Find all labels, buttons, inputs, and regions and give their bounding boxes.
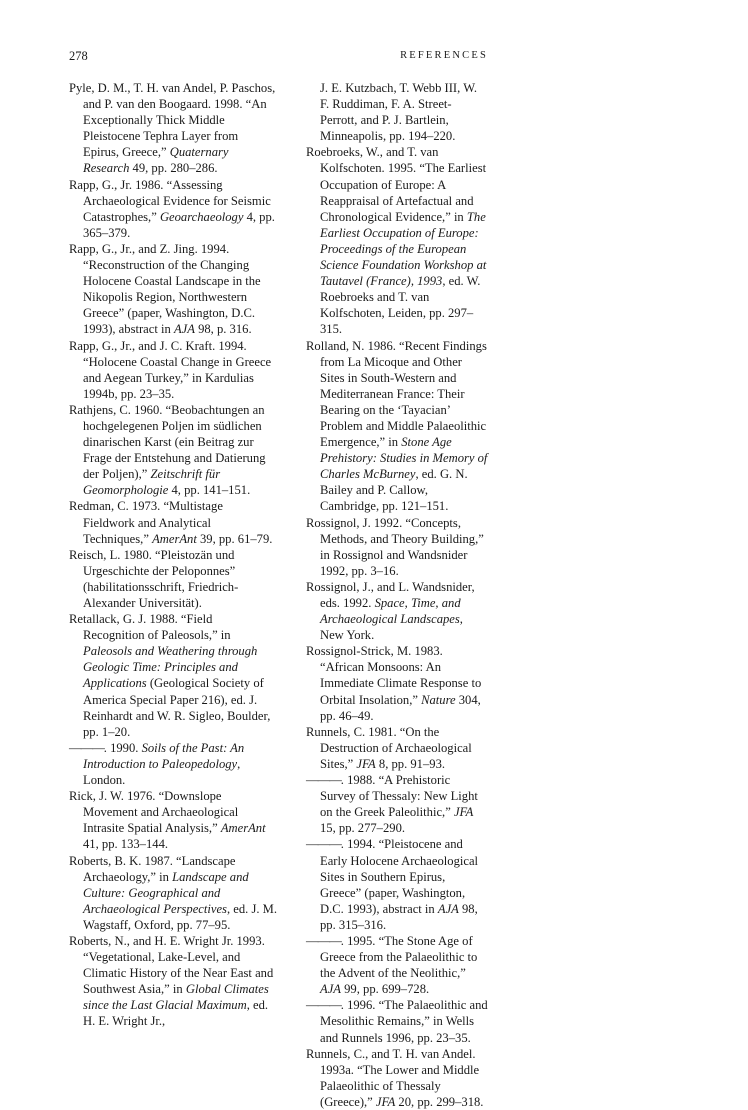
reference-entry: Rolland, N. 1986. “Recent Findings from La Micoque and Other Sites in South-Western and Mediterranean France: Their Bearing on the ‘Tayacian’ Problem and Middle Palaeolithic Emergence,” in Stone Age Prehistory: Studies in Memory of Charles McBurney, ed. G. N. Bailey and P. Callow, Cambridge, pp. 121–151. — [306, 338, 488, 514]
reference-entry: Rick, J. W. 1976. “Downslope Movement and Archaeological Intrasite Spatial Analysis,” AmerAnt 41, pp. 133–144. — [69, 789, 266, 852]
repeat-author-dash — [306, 998, 341, 1012]
reference-entry: Redman, C. 1973. “Multistage Fieldwork and Analytical Techniques,” AmerAnt 39, pp. 61–79. — [69, 499, 273, 546]
reference-entry: Roebroeks, W., and T. van Kolfschoten. 1995. “The Earliest Occupation of Europe: A Reappraisal of Artefactual and Chronological Evidence,” in The Earliest Occupation of Europe: Proceedings of the European Science Foundation Workshop at Tautavel (France), 1993, ed. W. Roebroeks and T. van Kolfschoten, Leiden, pp. 297–315. — [306, 145, 487, 337]
reference-entry: Roberts, N., and H. E. Wright Jr. 1993. “Vegetational, Lake-Level, and Climatic History of the Near East and Southwest Asia,” in Global Climates since the Last Glacial Maximum, ed. H. E. Wright Jr., — [69, 933, 274, 1029]
reference-entry: Runnels, C. 1981. “On the Destruction of Archaeological Sites,” JFA 8, pp. 91–93. — [306, 724, 472, 771]
reference-entry: ——— . 1995. “The Stone Age of Greece from the Palaeolithic to the Advent of the Neolithic,” AJA 99, pp. 699–728. — [306, 933, 489, 997]
reference-entry: Pyle, D. M., T. H. van Andel, P. Paschos, and P. van den Boogaard. 1998. “An Exceptionally Thick Middle Pleistocene Tephra Layer from Epirus, Greece,” Quaternary Research 49, pp. 280–286. — [69, 81, 276, 176]
reference-entry: Retallack, G. J. 1988. “Field Recognition of Paleosols,” in Paleosols and Weathering through Geologic Time: Principles and Applications (Geological Society of America Special Paper 216), ed. J. Reinhardt and W. R. Sigleo, Boulder, pp. 1–20. — [69, 612, 271, 739]
page-number: 278 — [69, 49, 88, 63]
repeat-author-dash — [69, 741, 104, 755]
reference-entry: Rossignol, J., and L. Wandsnider, eds. 1992. Space, Time, and Archaeological Landscapes, New York. — [306, 579, 475, 643]
references-right-column — [306, 80, 489, 1110]
reference-entry: Rathjens, C. 1960. “Beobachtungen an hochgelegenen Poljen im südlichen dinarischen Karst (ein Beitrag zur Frage der Entstehung and Datierung der Poljen),” Zeitschrift für Geomorphologie 4, pp. 141–151. — [69, 402, 266, 498]
reference-entry: ——— . 1994. “Pleistocene and Early Holocene Archaeological Sites in Southern Epirus, Greece” (paper, Washington, D.C. 1993), abstract in AJA 98, pp. 315–316. — [306, 836, 489, 933]
reference-entry: Reisch, L. 1980. “Pleistozän und Urgeschichte der Peloponnes” (habilitationsschrift, Friedrich-Alexander Universität). — [69, 547, 239, 610]
repeat-author-dash — [306, 773, 341, 787]
reference-entry: Runnels, C., and T. H. van Andel. 1993a. “The Lower and Middle Palaeolithic of Thessaly (Greece),” JFA 20, pp. 299–318. — [306, 1046, 484, 1109]
reference-entry: Rapp, G., Jr. 1986. “Assessing Archaeological Evidence for Seismic Catastrophes,” Geoarchaeology 4, pp. 365–379. — [69, 177, 275, 240]
references-left-column — [69, 80, 277, 1030]
reference-entry: Roberts, B. K. 1987. “Landscape Archaeology,” in Landscape and Culture: Geographical and Archaeological Perspectives, ed. J. M. Wagstaff, Oxford, pp. 77–95. — [69, 853, 277, 932]
reference-entry: ——— . 1990. Soils of the Past: An Introduction to Paleopedology, London. — [69, 740, 277, 788]
repeat-author-dash — [306, 934, 341, 948]
reference-entry: Rapp, G., Jr., and Z. Jing. 1994. “Reconstruction of the Changing Holocene Coastal Landscape in the Nikopolis Region, Northwestern Greece” (paper, Washington, D.C. 1993), abstract in AJA 98, p. 316. — [69, 241, 261, 337]
reference-entry-continued: J. E. Kutzbach, T. Webb III, W. F. Ruddiman, F. A. Street-Perrott, and P. J. Bartlein, Minneapolis, pp. 194–220. — [320, 81, 478, 144]
repeat-author-dash — [306, 837, 341, 851]
reference-entry: ——— . 1996. “The Palaeolithic and Mesolithic Remains,” in Wells and Runnels 1996, pp. 23–35. — [306, 997, 489, 1045]
reference-entry: ——— . 1988. “A Prehistoric Survey of Thessaly: New Light on the Greek Paleolithic,” JFA 15, pp. 277–290. — [306, 772, 489, 836]
reference-entry: Rapp, G., Jr., and J. C. Kraft. 1994. “Holocene Coastal Change in Greece and Aegean Turkey,” in Kardulias 1994b, pp. 23–35. — [69, 338, 272, 401]
reference-entry: Rossignol, J. 1992. “Concepts, Methods, and Theory Building,” in Rossignol and Wandsnider 1992, pp. 3–16. — [306, 515, 484, 578]
reference-entry: Rossignol-Strick, M. 1983. “African Monsoons: An Immediate Climate Response to Orbital Insolation,” Nature 304, pp. 46–49. — [306, 644, 482, 723]
running-head: REFERENCES — [400, 50, 488, 61]
